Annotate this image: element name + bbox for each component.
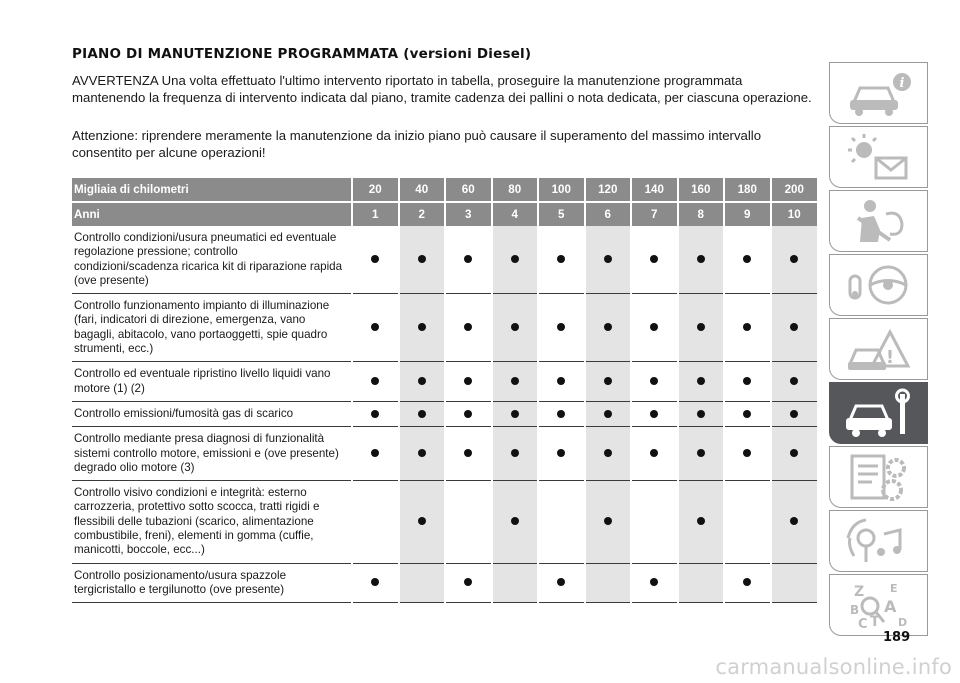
schedule-cell (724, 427, 771, 481)
schedule-cell (724, 362, 771, 402)
scheduled-dot-icon (650, 323, 658, 331)
schedule-cell (585, 401, 632, 426)
years-header-label: Anni (72, 202, 352, 226)
years-header-cell: 4 (492, 202, 539, 226)
scheduled-dot-icon (557, 255, 565, 263)
schedule-cell (399, 563, 446, 603)
schedule-cell (585, 226, 632, 294)
sidebar-tab[interactable] (829, 62, 928, 124)
km-header-cell: 120 (585, 178, 632, 202)
schedule-cell (771, 481, 818, 563)
sidebar-tab[interactable] (829, 382, 928, 444)
scheduled-dot-icon (790, 410, 798, 418)
schedule-cell (352, 563, 399, 603)
operation-description: Controllo emissioni/fumosità gas di scarico (72, 401, 352, 426)
scheduled-dot-icon (418, 449, 426, 457)
schedule-cell (492, 362, 539, 402)
km-header-label: Migliaia di chilometri (72, 178, 352, 202)
operation-description: Controllo visivo condizioni e integrità: esterno carrozzeria, protettivo sotto scocca, tratti rigidi e flessibili delle tubazioni (scarico, alimentazione combustibile, freni), elementi in gomma (cuffie, manicotti, boccole, ecc...) (72, 481, 352, 563)
schedule-cell (352, 481, 399, 563)
schedule-cell (585, 362, 632, 402)
schedule-cell (678, 362, 725, 402)
km-header-cell: 40 (399, 178, 446, 202)
schedule-cell (445, 362, 492, 402)
scheduled-dot-icon (604, 517, 612, 525)
scheduled-dot-icon (418, 410, 426, 418)
km-header-cell: 180 (724, 178, 771, 202)
table-row (72, 427, 817, 481)
scheduled-dot-icon (464, 578, 472, 586)
maintenance-table (72, 178, 817, 603)
scheduled-dot-icon (511, 449, 519, 457)
scheduled-dot-icon (743, 323, 751, 331)
scheduled-dot-icon (511, 323, 519, 331)
km-header-row (72, 178, 817, 202)
schedule-cell (678, 401, 725, 426)
scheduled-dot-icon (743, 410, 751, 418)
schedule-cell (724, 563, 771, 603)
scheduled-dot-icon (650, 377, 658, 385)
scheduled-dot-icon (418, 255, 426, 263)
schedule-cell (538, 563, 585, 603)
schedule-cell (631, 294, 678, 362)
schedule-cell (678, 226, 725, 294)
schedule-cell (538, 362, 585, 402)
scheduled-dot-icon (743, 449, 751, 457)
svg-text:ZEBACTD: Z E B A C T D (849, 582, 907, 630)
scheduled-dot-icon (650, 255, 658, 263)
schedule-cell (399, 294, 446, 362)
scheduled-dot-icon (604, 449, 612, 457)
scheduled-dot-icon (464, 377, 472, 385)
schedule-cell (445, 563, 492, 603)
years-header-row (72, 202, 817, 226)
scheduled-dot-icon (790, 255, 798, 263)
sidebar-tab[interactable] (829, 126, 928, 188)
schedule-cell (678, 294, 725, 362)
schedule-cell (631, 226, 678, 294)
sidebar-tab[interactable] (829, 446, 928, 508)
schedule-cell (585, 427, 632, 481)
table-row (72, 481, 817, 563)
scheduled-dot-icon (371, 255, 379, 263)
attention-paragraph: Attenzione: riprendere meramente la manutenzione da inizio piano può causare il superamento del massimo intervallo consentito per alcune operazioni! (72, 128, 762, 160)
scheduled-dot-icon (697, 377, 705, 385)
multimedia-icon (843, 516, 915, 566)
schedule-cell (771, 427, 818, 481)
safety-airbag-icon (843, 196, 915, 246)
table-row (72, 294, 817, 362)
schedule-cell (492, 401, 539, 426)
page-number: 189 (883, 630, 911, 645)
years-header-cell: 6 (585, 202, 632, 226)
schedule-cell (399, 226, 446, 294)
scheduled-dot-icon (604, 255, 612, 263)
scheduled-dot-icon (697, 323, 705, 331)
schedule-cell (445, 226, 492, 294)
scheduled-dot-icon (650, 578, 658, 586)
scheduled-dot-icon (464, 255, 472, 263)
scheduled-dot-icon (697, 517, 705, 525)
scheduled-dot-icon (743, 255, 751, 263)
sidebar-tab[interactable] (829, 574, 928, 636)
schedule-cell (771, 362, 818, 402)
scheduled-dot-icon (418, 377, 426, 385)
scheduled-dot-icon (650, 410, 658, 418)
warning-lights-icon (843, 132, 915, 182)
table-row (72, 401, 817, 426)
schedule-cell (538, 294, 585, 362)
km-header-cell: 60 (445, 178, 492, 202)
driving-icon (843, 260, 915, 310)
schedule-cell (538, 401, 585, 426)
scheduled-dot-icon (371, 578, 379, 586)
svg-text:i: i (899, 76, 904, 91)
technical-data-icon (843, 452, 915, 502)
scheduled-dot-icon (790, 449, 798, 457)
page-title: PIANO DI MANUTENZIONE PROGRAMMATA (versioni Diesel) (72, 46, 532, 62)
scheduled-dot-icon (557, 449, 565, 457)
schedule-cell (631, 563, 678, 603)
schedule-cell (445, 481, 492, 563)
scheduled-dot-icon (790, 323, 798, 331)
years-header-cell: 7 (631, 202, 678, 226)
schedule-cell (585, 481, 632, 563)
schedule-cell (445, 401, 492, 426)
warning-paragraph: AVVERTENZA Una volta effettuato l'ultimo intervento riportato in tabella, proseguire la manutenzione programmata mantenendo la frequenza di intervento indicata dal piano, tramite cadenza dei pallini o nota dedicata, per ciascuna operazione. (72, 73, 812, 105)
schedule-cell (631, 362, 678, 402)
scheduled-dot-icon (650, 449, 658, 457)
operation-description: Controllo funzionamento impianto di illuminazione (fari, indicatori di direzione, emergenza, vano bagagli, abitacolo, vano portaoggetti, spie quadro strumenti, ecc.) (72, 294, 352, 362)
scheduled-dot-icon (790, 517, 798, 525)
index-icon (843, 580, 915, 630)
scheduled-dot-icon (418, 517, 426, 525)
scheduled-dot-icon (743, 377, 751, 385)
scheduled-dot-icon (464, 410, 472, 418)
scheduled-dot-icon (511, 255, 519, 263)
table-row (72, 563, 817, 603)
km-header-cell: 80 (492, 178, 539, 202)
schedule-cell (492, 563, 539, 603)
maintenance-icon (843, 388, 915, 438)
svg-text:!: ! (885, 347, 894, 368)
scheduled-dot-icon (371, 449, 379, 457)
schedule-cell (492, 294, 539, 362)
schedule-cell (352, 226, 399, 294)
schedule-cell (771, 401, 818, 426)
schedule-cell (352, 427, 399, 481)
scheduled-dot-icon (790, 377, 798, 385)
scheduled-dot-icon (418, 323, 426, 331)
schedule-cell (445, 427, 492, 481)
scheduled-dot-icon (697, 410, 705, 418)
schedule-cell (678, 563, 725, 603)
scheduled-dot-icon (697, 255, 705, 263)
schedule-cell (538, 481, 585, 563)
schedule-cell (771, 563, 818, 603)
scheduled-dot-icon (511, 377, 519, 385)
schedule-cell (538, 226, 585, 294)
years-header-cell: 9 (724, 202, 771, 226)
sidebar-tab[interactable] (829, 510, 928, 572)
schedule-cell (352, 362, 399, 402)
scheduled-dot-icon (464, 323, 472, 331)
scheduled-dot-icon (604, 377, 612, 385)
schedule-cell (399, 481, 446, 563)
km-header-cell: 20 (352, 178, 399, 202)
schedule-cell (585, 294, 632, 362)
scheduled-dot-icon (511, 517, 519, 525)
schedule-cell (631, 481, 678, 563)
schedule-cell (538, 427, 585, 481)
scheduled-dot-icon (557, 377, 565, 385)
scheduled-dot-icon (557, 323, 565, 331)
sidebar-tab[interactable] (829, 190, 928, 252)
scheduled-dot-icon (371, 377, 379, 385)
sidebar-tab[interactable] (829, 254, 928, 316)
scheduled-dot-icon (557, 410, 565, 418)
km-header-cell: 140 (631, 178, 678, 202)
schedule-cell (492, 481, 539, 563)
schedule-cell (445, 294, 492, 362)
scheduled-dot-icon (511, 410, 519, 418)
operation-description: Controllo mediante presa diagnosi di funzionalità sistemi controllo motore, emissioni e (ove presente) degrado olio motore (3) (72, 427, 352, 481)
schedule-cell (771, 294, 818, 362)
operation-description: Controllo condizioni/usura pneumatici ed eventuale regolazione pressione; controllo condizioni/scadenza ricarica kit di riparazione rapida (ove presente) (72, 226, 352, 294)
table-row (72, 226, 817, 294)
scheduled-dot-icon (371, 410, 379, 418)
schedule-cell (678, 481, 725, 563)
schedule-cell (771, 226, 818, 294)
sidebar-tab[interactable] (829, 318, 928, 380)
schedule-cell (631, 401, 678, 426)
schedule-cell (724, 401, 771, 426)
schedule-cell (352, 401, 399, 426)
scheduled-dot-icon (743, 578, 751, 586)
years-header-cell: 2 (399, 202, 446, 226)
schedule-cell (678, 427, 725, 481)
years-header-cell: 3 (445, 202, 492, 226)
km-header-cell: 160 (678, 178, 725, 202)
schedule-cell (399, 427, 446, 481)
scheduled-dot-icon (604, 410, 612, 418)
table-row (72, 362, 817, 402)
operation-description: Controllo ed eventuale ripristino livello liquidi vano motore (1) (2) (72, 362, 352, 402)
schedule-cell (631, 427, 678, 481)
scheduled-dot-icon (464, 449, 472, 457)
scheduled-dot-icon (557, 578, 565, 586)
schedule-cell (352, 294, 399, 362)
schedule-cell (492, 427, 539, 481)
schedule-cell (399, 401, 446, 426)
km-header-cell: 100 (538, 178, 585, 202)
scheduled-dot-icon (697, 449, 705, 457)
car-info-icon (843, 68, 915, 118)
km-header-cell: 200 (771, 178, 818, 202)
schedule-cell (399, 362, 446, 402)
schedule-cell (724, 226, 771, 294)
footer-watermark: carmanualsonline.info (715, 655, 952, 679)
years-header-cell: 1 (352, 202, 399, 226)
years-header-cell: 10 (771, 202, 818, 226)
emergency-icon (843, 324, 915, 374)
scheduled-dot-icon (604, 323, 612, 331)
scheduled-dot-icon (371, 323, 379, 331)
schedule-cell (724, 294, 771, 362)
schedule-cell (585, 563, 632, 603)
schedule-cell (492, 226, 539, 294)
operation-description: Controllo posizionamento/usura spazzole tergicristallo e tergilunotto (ove presente) (72, 563, 352, 603)
years-header-cell: 8 (678, 202, 725, 226)
chapter-sidebar (829, 62, 928, 638)
years-header-cell: 5 (538, 202, 585, 226)
schedule-cell (724, 481, 771, 563)
